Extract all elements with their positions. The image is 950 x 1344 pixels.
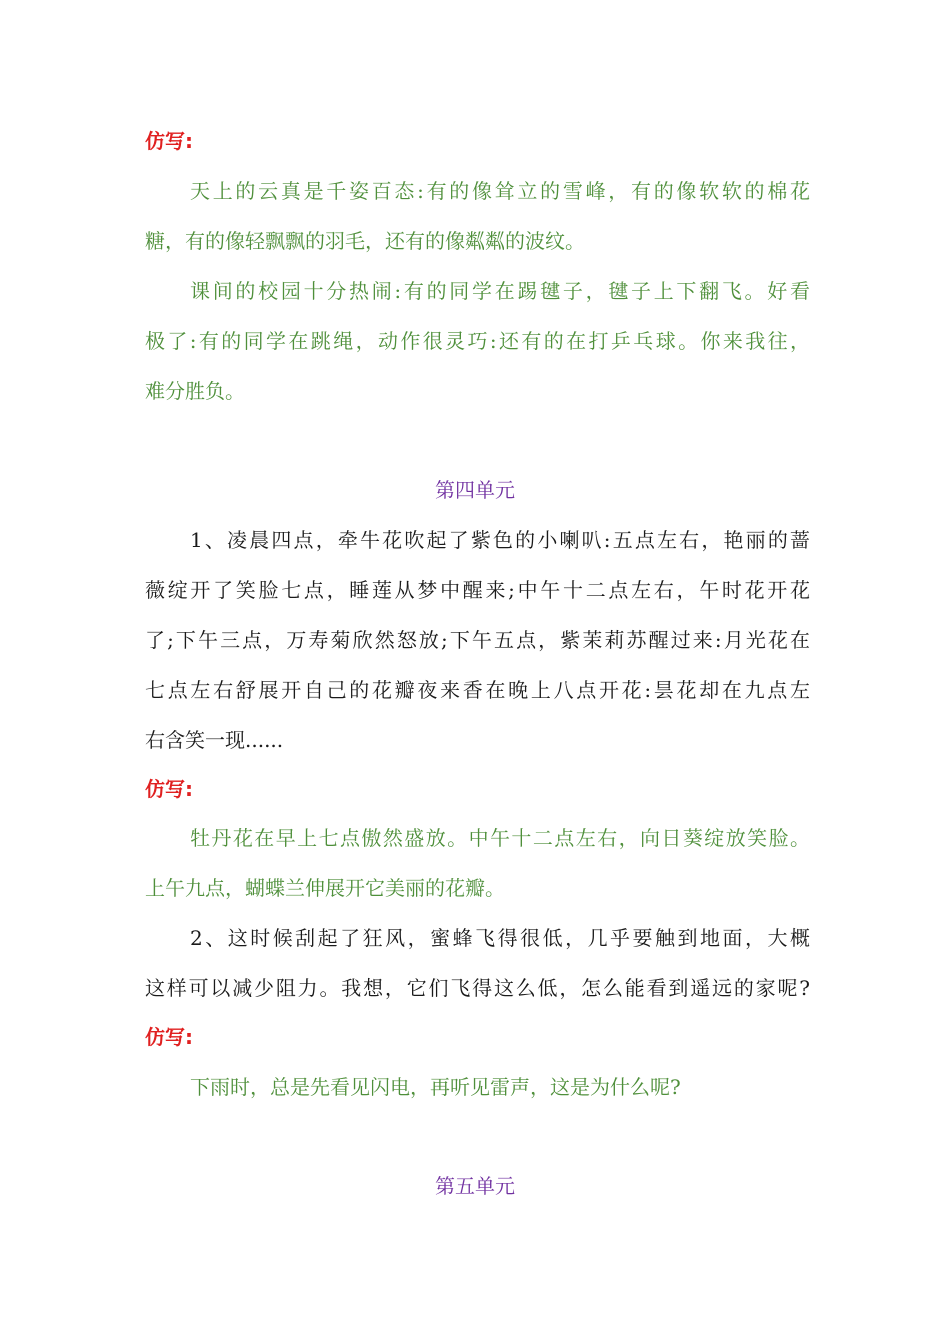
- example-text-line: 右含笑一现......: [145, 728, 284, 752]
- imitation-text-line: 天上的云真是千姿百态:有的像耸立的雪峰，有的像软软的棉花: [190, 179, 810, 203]
- imitation-label: 仿写:: [145, 1025, 193, 1049]
- imitation-label: 仿写:: [145, 129, 193, 153]
- imitation-label: 仿写:: [145, 777, 193, 801]
- imitation-text-line: 下雨时，总是先看见闪电，再听见雷声，这是为什么呢?: [190, 1075, 681, 1099]
- example-text-line: 2、这时候刮起了狂风，蜜蜂飞得很低，几乎要触到地面，大概: [190, 926, 810, 950]
- imitation-text-line: 上午九点，蝴蝶兰伸展开它美丽的花瓣。: [145, 876, 505, 900]
- imitation-text-line: 牡丹花在早上七点傲然盛放。中午十二点左右，向日葵绽放笑脸。: [190, 826, 810, 850]
- example-text-line: 七点左右舒展开自己的花瓣夜来香在晚上八点开花:昙花却在九点左: [145, 678, 810, 702]
- example-text-line: 了;下午三点，万寿菊欣然怒放;下午五点，紫茉莉苏醒过来:月光花在: [145, 628, 810, 652]
- example-text-line: 这样可以减少阻力。我想，它们飞得这么低，怎么能看到遥远的家呢?: [145, 976, 810, 1000]
- imitation-text-line: 课间的校园十分热闹:有的同学在踢毽子，毽子上下翻飞。好看: [190, 279, 810, 303]
- unit-heading: 第五单元: [435, 1174, 515, 1198]
- imitation-text-line: 糖，有的像轻飘飘的羽毛，还有的像粼粼的波纹。: [145, 229, 585, 253]
- imitation-text-line: 难分胜负。: [145, 379, 245, 403]
- example-text-line: 薇绽开了笑脸七点，睡莲从梦中醒来;中午十二点左右，午时花开花: [145, 578, 810, 602]
- imitation-text-line: 极了:有的同学在跳绳，动作很灵巧:还有的在打乒乓球。你来我往，: [145, 329, 810, 353]
- unit-heading: 第四单元: [435, 478, 515, 502]
- example-text-line: 1、凌晨四点，牵牛花吹起了紫色的小喇叭:五点左右，艳丽的蔷: [190, 528, 810, 552]
